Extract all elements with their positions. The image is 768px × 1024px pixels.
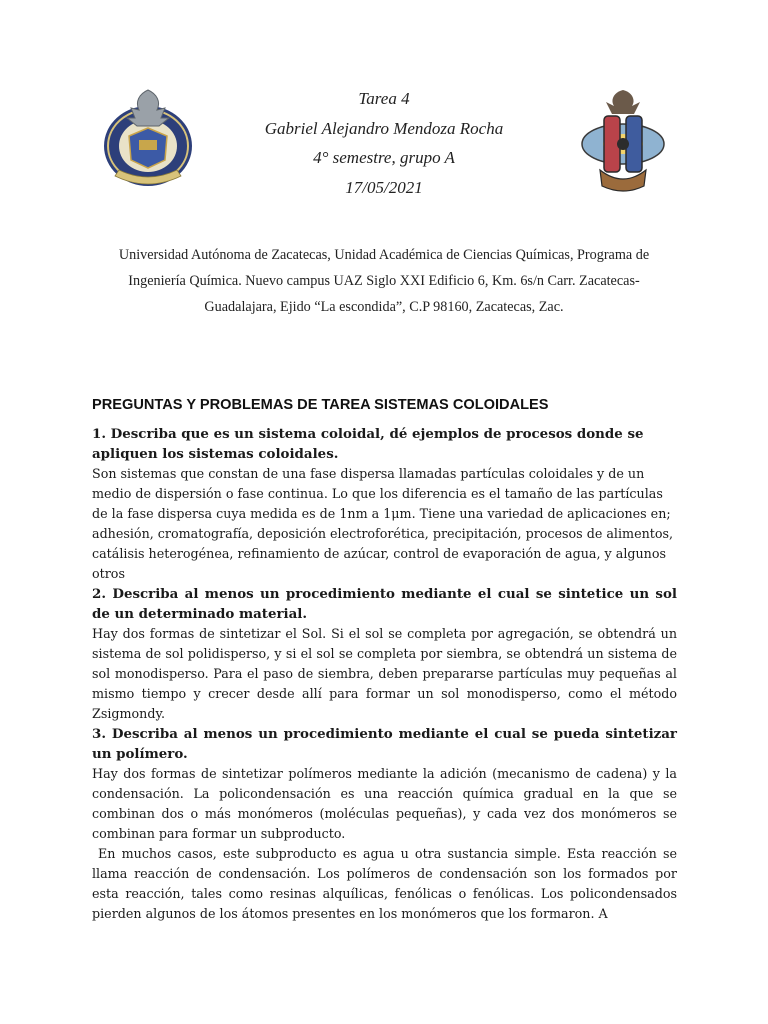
assignment-title: Tarea 4 bbox=[358, 89, 410, 108]
course-info: 4° semestre, grupo A bbox=[313, 148, 455, 167]
answer-1: Son sistemas que constan de una fase dispersa llamadas partículas coloidales y de un medio de dispersión o fase continua. Lo que los diferencia es el tamaño de las partículas de la fase dispersa cuya medida es de 1nm a 1μm. Tiene una variedad de aplicaciones en; adhesión, cromatografía, deposición electroforética, precipitación, procesos de alimentos, catálisis heterogénea, refinamiento de azúcar, control de evaporación de agua, y algunos otros bbox=[92, 466, 674, 581]
questions-body bbox=[92, 424, 677, 924]
affiliation-line: Guadalajara, Ejido “La escondida”, C.P 98160, Zacatecas, Zac. bbox=[204, 299, 564, 315]
answer-3-paragraph-2: En muchos casos, este subproducto es agua u otra sustancia simple. Esta reacción se llama reacción de condensación. Los polímeros de condensación son los formados por esta reacción, tales como resinas alquílicas, fenólicas o fenólicas. Los policondensados pierden algunos de los átomos presentes en los monómeros que los formaron. A bbox=[92, 846, 677, 921]
answer-3-paragraph-1: Hay dos formas de sintetizar polímeros mediante la adición (mecanismo de cadena) y la condensación. La policondensación es una reacción química gradual en la que se combinan dos o más monómeros (moléculas pequeñas), y cada vez dos monómeros se combinan para formar un subproducto. bbox=[92, 766, 677, 841]
affiliation-line: Ingeniería Química. Nuevo campus UAZ Siglo XXI Edificio 6, Km. 6s/n Carr. Zacatecas- bbox=[128, 273, 640, 289]
section-heading: PREGUNTAS Y PROBLEMAS DE TAREA SISTEMAS COLOIDALES bbox=[92, 397, 549, 413]
submission-date: 17/05/2021 bbox=[345, 177, 423, 197]
question-3: 3. Describa al menos un procedimiento mediante el cual se pueda sintetizar un polímero. bbox=[92, 726, 677, 762]
document-header bbox=[0, 84, 768, 202]
author-name: Gabriel Alejandro Mendoza Rocha bbox=[264, 118, 504, 138]
question-2: 2. Describa al menos un procedimiento mediante el cual se sintetice un sol de un determinado material. bbox=[92, 586, 677, 622]
answer-2: Hay dos formas de sintetizar el Sol. Si el sol se completa por agregación, se obtendrá un sistema de sol polidisperso, y si el sol se completa por siembra, se obtendrá un sistema de sol monodisperso. Para el paso de siembra, deben prepararse partículas muy pequeñas al mismo tiempo y crecer desde allí para formar un sol monodisperso, como el método Zsigmondy. bbox=[92, 626, 677, 721]
affiliation-line: Universidad Autónoma de Zacatecas, Unidad Académica de Ciencias Químicas, Programa de bbox=[118, 247, 650, 263]
question-1: 1. Describa que es un sistema coloidal, dé ejemplos de procesos donde se apliquen los sistemas coloidales. bbox=[92, 426, 644, 462]
affiliation-paragraph bbox=[92, 242, 676, 320]
